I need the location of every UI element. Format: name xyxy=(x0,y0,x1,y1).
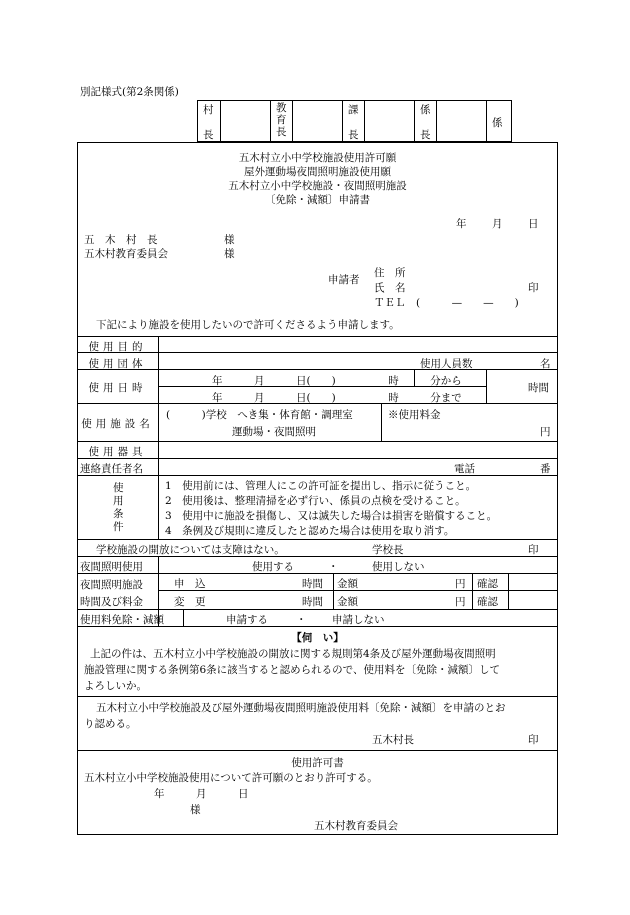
approval-kakarichou-top: 係 xyxy=(420,104,431,116)
label-lighting-fee-1: 夜間照明施設 xyxy=(80,579,143,591)
approval-sonchou-bottom: 長 xyxy=(203,129,214,141)
fee-unit: 円 xyxy=(540,426,551,438)
persons-unit: 名 xyxy=(540,358,551,370)
fee-exempt-no: 申請しない xyxy=(332,614,385,626)
date-day: 日 xyxy=(528,218,539,230)
label-conditions: 使用条件 xyxy=(113,482,124,533)
label-lighting-fee-2: 時間及び料金 xyxy=(80,596,143,608)
approval-note-2: り認める。 xyxy=(84,718,137,730)
datetime-from: 年 月 日( ) 時 分から xyxy=(212,375,462,387)
applicant-seal: 印 xyxy=(528,282,539,294)
label-persons: 使用人員数 xyxy=(420,358,473,370)
label-group: 使用団体 xyxy=(88,358,147,370)
form-label: 別記様式(第2条関係) xyxy=(80,86,179,98)
addressee-mayor-sama: 様 xyxy=(224,234,235,246)
addressee-mayor: 五 木 村 長 xyxy=(84,234,158,246)
lighting-fee-apply: 申 込 xyxy=(174,578,206,590)
label-purpose: 使用目的 xyxy=(88,341,147,353)
applicant-address: 住 所 xyxy=(374,267,406,279)
title-line-2: 屋外運動場夜間照明施設使用願 xyxy=(244,166,391,178)
lighting-use-no: 使用しない xyxy=(372,561,425,573)
lighting-fee-change: 変 更 xyxy=(174,596,206,608)
school-principal: 学校長 xyxy=(372,544,404,556)
approval-kakari: 係 xyxy=(492,117,503,129)
addressee-board: 五木村教育委員会 xyxy=(84,248,168,260)
hours-unit: 時間 xyxy=(528,382,549,394)
inquiry-text-3: よろしいか。 xyxy=(84,680,147,692)
lighting-fee-hours-2: 時間 xyxy=(302,596,323,608)
label-fee-exempt: 使用料免除・減額 xyxy=(80,614,164,626)
fee-exempt-apply: 申請する xyxy=(226,614,268,626)
lighting-fee-yen-1: 円 xyxy=(455,578,466,590)
school-seal: 印 xyxy=(528,544,539,556)
fee-exempt-dot: ・ xyxy=(296,614,307,626)
condition-1: 1 使用前には、管理人にこの許可証を提出し、指示に従うこと。 xyxy=(165,480,477,492)
fee-label: ※使用料金 xyxy=(388,409,441,421)
date-year: 年 xyxy=(456,218,467,230)
inquiry-text-2: 施設管理に関する条例第6条に該当すると認められるので、使用料を〔免除・減額〕して xyxy=(84,664,500,676)
label-equipment: 使用器具 xyxy=(88,446,147,458)
approval-kakarichou-bottom: 長 xyxy=(420,129,431,141)
addressee-board-sama: 様 xyxy=(224,248,235,260)
lighting-fee-amount-2: 金額 xyxy=(337,596,358,608)
lighting-fee-yen-2: 円 xyxy=(455,596,466,608)
lighting-use-yes: 使用する xyxy=(252,561,294,573)
permit-title: 使用許可書 xyxy=(291,757,344,769)
applicant-name: 氏 名 xyxy=(374,282,406,294)
approval-sonchou-top: 村 xyxy=(203,104,214,116)
permit-sama: 様 xyxy=(190,804,201,816)
approval-kyouikuchou: 教育長 xyxy=(276,102,287,138)
applicant-tel: ＴＥＬ ( — — ) xyxy=(374,297,519,309)
label-datetime: 使用日時 xyxy=(88,382,147,394)
approval-seal: 印 xyxy=(528,734,539,746)
approval-mayor: 五木村長 xyxy=(372,734,414,746)
lighting-fee-hours-1: 時間 xyxy=(302,578,323,590)
applicant-label: 申請者 xyxy=(328,274,360,286)
condition-4: 4 条例及び規則に違反したと認めた場合は使用を取り消す。 xyxy=(165,525,455,537)
label-contact: 連絡責任者名 xyxy=(80,463,143,475)
label-lighting-use: 夜間照明使用 xyxy=(80,561,143,573)
inquiry-heading: 【伺 い】 xyxy=(291,632,344,644)
condition-2: 2 使用後は、整理清掃を必ず行い、係員の点検を受けること。 xyxy=(165,495,466,507)
title-line-3: 五木村立小中学校施設・夜間照明施設 xyxy=(228,180,407,192)
phone-unit: 番 xyxy=(540,463,551,475)
facility-school: ( )学校 へき集・体育館・調理室 xyxy=(166,409,353,421)
school-open-text: 学校施設の開放については支障はない。 xyxy=(96,544,285,556)
approval-kachou-top: 課 xyxy=(348,104,359,116)
lighting-fee-amount-1: 金額 xyxy=(337,578,358,590)
request-text: 下記により施設を使用したいので許可くださるよう申請します。 xyxy=(96,319,400,331)
title-line-4: 〔免除・減額〕申請書 xyxy=(265,194,370,206)
title-line-1: 五木村立小中学校施設使用許可願 xyxy=(238,152,397,164)
inquiry-text-1: 上記の件は、五木村立小中学校施設の開放に関する規則第4条及び屋外運動場夜間照明 xyxy=(90,648,496,660)
label-facility: 使用施設名 xyxy=(81,418,154,430)
permit-text: 五木村立小中学校施設使用について許可願のとおり許可する。 xyxy=(84,772,378,784)
facility-ground: 運動場・夜間照明 xyxy=(232,426,316,438)
approval-kachou-bottom: 長 xyxy=(348,129,359,141)
approval-note-1: 五木村立小中学校施設及び屋外運動場夜間照明施設使用料〔免除・減額〕を申請のとお xyxy=(96,702,506,714)
datetime-to: 年 月 日( ) 時 分まで xyxy=(212,392,462,404)
lighting-fee-confirm-2: 確認 xyxy=(477,596,498,608)
lighting-fee-confirm-1: 確認 xyxy=(477,578,498,590)
date-month: 月 xyxy=(492,218,503,230)
phone-label: 電話 xyxy=(454,463,475,475)
permit-date: 年 月 日 xyxy=(154,788,249,800)
condition-3: 3 使用中に施設を損傷し、又は滅失した場合は損害を賠償すること。 xyxy=(165,510,498,522)
lighting-use-dot: ・ xyxy=(328,561,339,573)
permit-issuer: 五木村教育委員会 xyxy=(314,820,398,832)
